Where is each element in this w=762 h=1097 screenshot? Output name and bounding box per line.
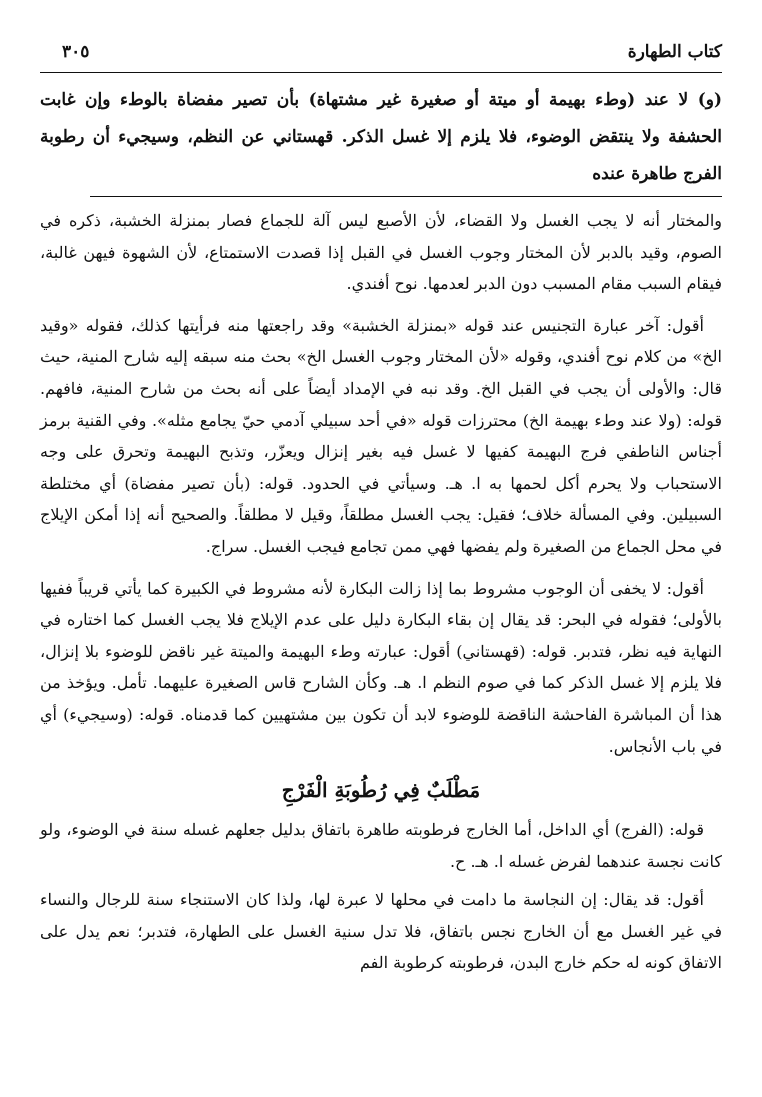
commentary-paragraph-4: قوله: (الفرج) أي الداخل، أما الخارج فرطوبته طاهرة باتفاق بدليل جعلهم غسله سنة في الوضوء، ولو كانت نجسة عندهما لفرض غسله ا. هـ. ح.: [40, 820, 722, 871]
book-section-title: كتاب الطهارة: [627, 42, 722, 62]
running-header: [40, 38, 722, 72]
commentary-paragraph-1: والمختار أنه لا يجب الغسل ولا القضاء، لأن الأصبع ليس آلة للجماع فصار بمنزلة الخشبة، ذكره في الصوم، وقيد بالدبر لأن المختار وجوب الغسل في القبل إذا قصدت الاستمتاع، لأن الشهوة فيهن غالبة، فيقام السبب مقام المسبب دون الدبر لعدمها. نوح أفندي.: [40, 211, 723, 294]
main-text: (و) لا عند (وطء بهيمة أو ميتة أو صغيرة غير مشتهاة) بأن تصير مفضاة بالوطء وإن غابت الحشفة ولا ينتقض الوضوء، فلا يلزم إلا غسل الذكر. قهستاني عن النظم، وسيجيء أن رطوبة الفرج طاهرة عنده: [40, 90, 722, 184]
commentary-paragraph-2: أقول: آخر عبارة التجنيس عند قوله «بمنزلة الخشبة» وقد راجعتها منه فرأيتها كذلك، فقوله «وقيد الخ» من كلام نوح أفندي، وقوله «لأن المختار وجوب الغسل الخ» بحث منه سبقه إليه شارح المنية، حيث قال: والأولى أن يجب في القبل الخ. وقد نبه في الإمداد أيضاً على أنه بحث من شارح المنية، فافهم. قوله: (ولا عند وطء بهيمة الخ) محترزات قوله «في أحد سبيلي آدمي حيّ يجامع مثله». وفي القنية برمز أجناس الناطفي فرج البهيمة كفيها لا غسل فيه بغير إنزال ويعزّر، وتذبح البهيمة وتحرق على وجه الاستحباب ولا يحرم أكل لحمها به ا. هـ. وسيأتي في الحدود. قوله: (بأن تصير مفضاة) أي مختلطة السبيلين. وفي المسألة خلاف؛ فقيل: يجب الغسل مطلقاً، وقيل لا مطلقاً. والصحيح أنه إذا أمكن الإيلاج في محل الجماع من الصغيرة ولم يفضها فهي ممن تجامع فيجب الغسل. سراج.: [40, 315, 723, 556]
page-number: ٣٠٥: [62, 42, 90, 62]
main-text-block: [40, 82, 722, 193]
commentary-block: [40, 205, 722, 979]
section-heading: مَطْلَبٌ فِي رُطُوبَةِ الْفَرْجِ: [281, 778, 481, 803]
commentary-paragraph-5: أقول: قد يقال: إن النجاسة ما دامت في محلها لا عبرة لها، ولذا كان الاستنجاء سنة للرجال والنساء في غير الغسل مع أن الخارج نجس باتفاق، فلا تدل سنية الغسل على الطهارة، فتدبر؛ نعم يدل على الاتفاق كونه له حكم خارج البدن، فرطوبته كرطوبة الفم: [40, 890, 723, 973]
commentary-paragraph-3: أقول: لا يخفى أن الوجوب مشروط بما إذا زالت البكارة لأنه مشروط في الكبيرة كما يأتي قريباً ففيها بالأولى؛ فقوله في البحر: قد يقال إن بقاء البكارة دليل على عدم الإيلاج فلا يجب الغسل كما اختاره في النهاية فيه نظر، فتدبر. قوله: (قهستاني) أقول: عبارته وطء البهيمة والميتة غير ناقض للوضوء بلا إنزال، فلا يلزم إلا غسل الذكر كما في صوم النظم ا. هـ. وكأن الشارح قاس الصغيرة عليهما. تأمل. ويؤخذ من هذا أن المباشرة الفاحشة الناقضة للوضوء لابد أن تكون بين مشتهيين كما قدمناه. قوله: (وسيجيء) أي في باب الأنجاس.: [40, 578, 722, 756]
header-divider: [40, 72, 722, 73]
text-commentary-divider: [90, 196, 722, 197]
